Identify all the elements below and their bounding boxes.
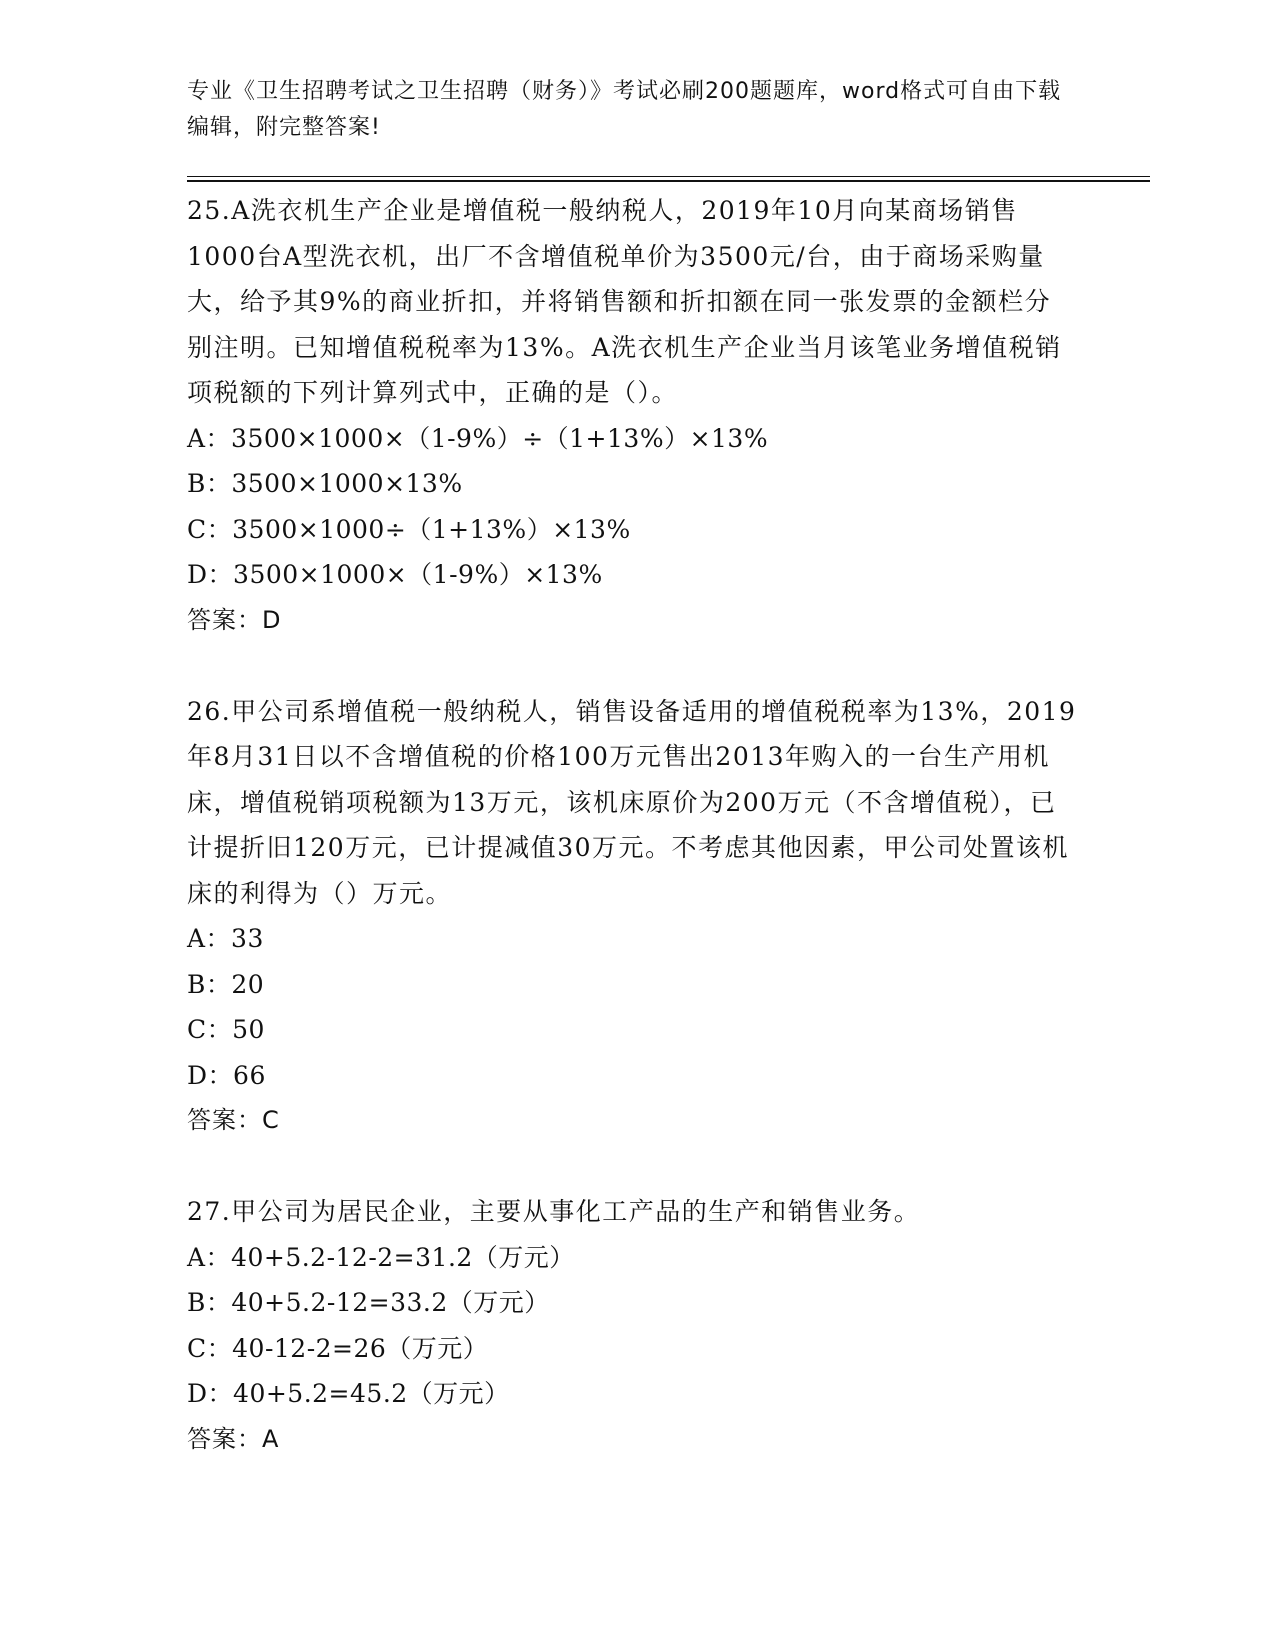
question-text: 26.甲公司系增值税一般纳税人，销售设备适用的增值税税率为13%，2019年8月31日以不含增值税的价格100万元售出2013年购入的一台生产用机床，增值税销项税额为13万元，该机床原价为200万元（不含增值税），已计提折旧120万元，已计提减值30万元。不考虑其他因素，甲公司处置该机床的利得为（）万元。 [187, 696, 1077, 908]
option-c: C：50 [187, 1015, 265, 1044]
option-c: C：3500×1000÷（1+13%）×13% [187, 514, 631, 544]
option-d: D：3500×1000×（1-9%）×13% [187, 560, 603, 589]
option-c: C：40-12-2=26（万元） [187, 1333, 489, 1363]
answer-line: 答案：C [187, 1106, 280, 1134]
option-a: A：40+5.2-12-2=31.2（万元） [187, 1242, 575, 1272]
question-spacer [187, 1144, 1077, 1190]
header-divider-thin [187, 176, 1150, 177]
question-list [187, 188, 1077, 1462]
option-d: D：40+5.2=45.2（万元） [187, 1379, 510, 1408]
question-25 [187, 188, 1077, 643]
header-divider-thick [187, 180, 1150, 182]
option-d: D：66 [187, 1060, 266, 1090]
header-title: 专业《卫生招聘考试之卫生招聘（财务）》考试必刷200题题库，word格式可自由下载编辑，附完整答案! [187, 79, 1062, 140]
answer-line: 答案：D [187, 605, 282, 634]
question-text: 25.A洗衣机生产企业是增值税一般纳税人，2019年10月向某商场销售1000台A型洗衣机，出厂不含增值税单价为3500元/台，由于商场采购量大，给予其9%的商业折扣，并将销售额和折扣额在同一张发票的金额栏分别注明。已知增值税税率为13%。A洗衣机生产企业当月该笔业务增值税销项税额的下列计算列式中，正确的是（）。 [187, 196, 1062, 407]
question-text: 27.甲公司为居民企业，主要从事化工产品的生产和销售业务。 [187, 1197, 921, 1226]
question-spacer [187, 643, 1077, 689]
answer-line: 答案：A [187, 1424, 280, 1453]
option-b: B：3500×1000×13% [187, 469, 463, 498]
document-header [187, 74, 1077, 146]
option-b: B：40+5.2-12=33.2（万元） [187, 1288, 550, 1317]
question-27 [187, 1189, 1077, 1462]
question-26 [187, 689, 1077, 1144]
option-a: A：3500×1000×（1-9%）÷（1+13%）×13% [187, 423, 769, 453]
option-a: A：33 [187, 924, 264, 953]
option-b: B：20 [187, 969, 265, 999]
